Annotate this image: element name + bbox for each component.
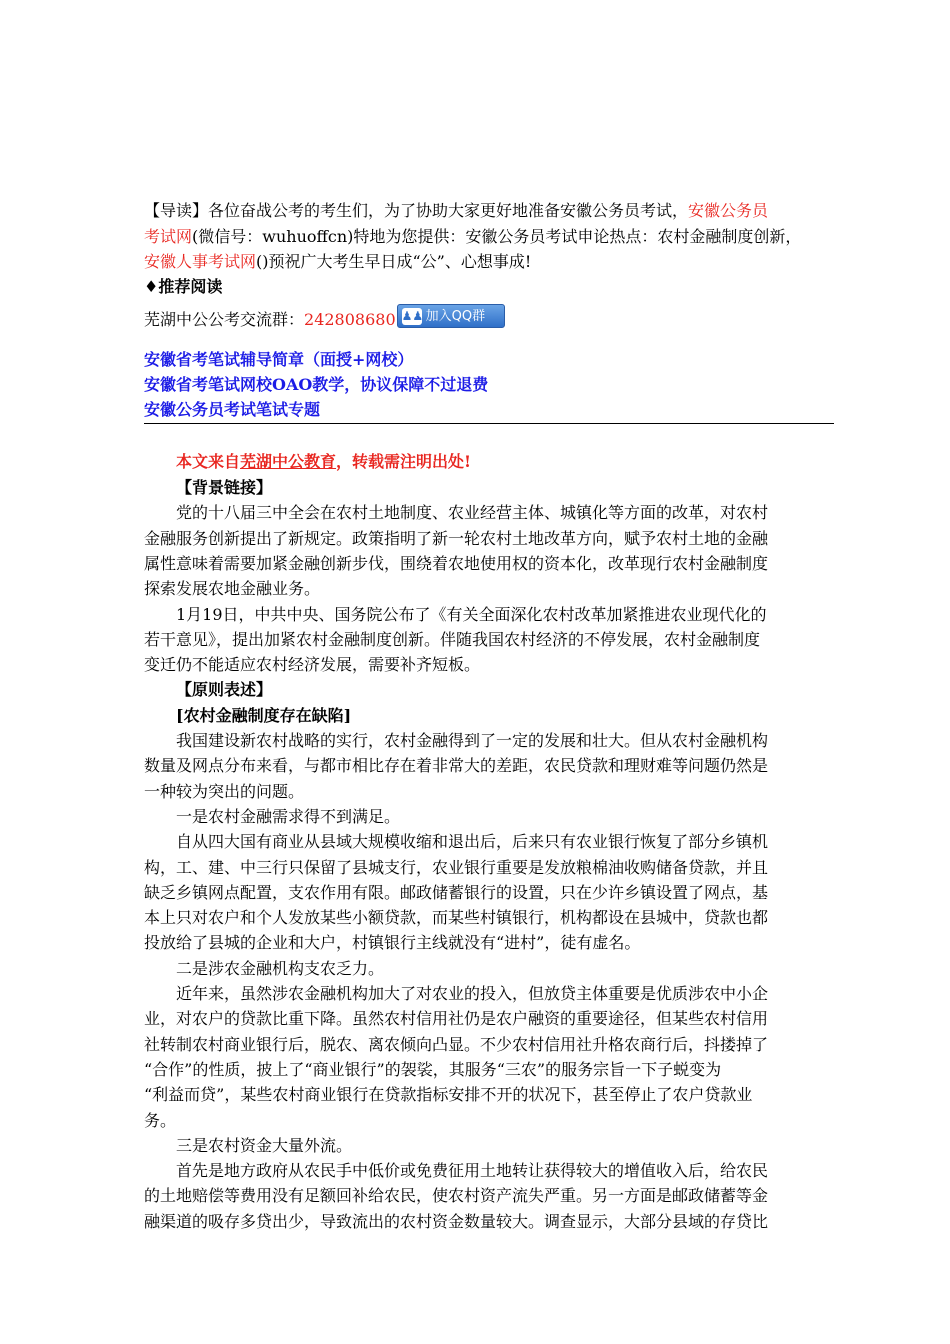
body-line: 数量及网点分布来看，与都市相比存在着非常大的差距，农民贷款和理财难等问题仍然是 [144, 756, 769, 776]
body-line: 二是涉农金融机构支农乏力。 [176, 958, 385, 978]
body-line: 党的十八届三中全会在农村土地制度、农业经营主体、城镇化等方面的改革，对农村 [176, 503, 769, 523]
source-suffix: ，转载需注明出处! [336, 452, 472, 471]
anhui-civil-exam-link-part2[interactable]: 考试网 [144, 227, 193, 246]
intro-line-1 [144, 199, 768, 223]
intro-text: 【导读】各位奋战公考的考生们，为了协助大家更好地准备安徽公务员考试， [144, 201, 689, 220]
body-line: 一种较为突出的问题。 [144, 781, 305, 801]
body-line: 【原则表述】 [176, 680, 273, 700]
body-line: 的土地赔偿等费用没有足额回补给农民，使农村资产流失严重。另一方面是邮政储蓄等金 [144, 1186, 769, 1206]
body-line: 业，对农户的贷款比重下降。虽然农村信用社仍是农户融资的重要途径，但某些农村信用 [144, 1009, 769, 1029]
qq-people-icon: ♟♟ [401, 308, 424, 323]
anhui-personnel-exam-link[interactable]: 安徽人事考试网 [144, 252, 257, 271]
body-line: 【背景链接】 [176, 478, 273, 497]
body-line: 投放给了县城的企业和大户，村镇银行主线就没有“进村”，徒有虚名。 [144, 933, 641, 953]
body-line: “合作”的性质，披上了“商业银行”的袈裟，其服务“三农”的服务宗旨一下子蜕变为 [144, 1059, 722, 1079]
body-line: 1月19日，中共中央、国务院公布了《有关全面深化农村改革加紧推进农业现代化的 [176, 604, 767, 624]
body-line: 三是农村资金大量外流。 [176, 1135, 353, 1155]
body-line: [农村金融制度存在缺陷] [176, 705, 352, 725]
body-line: 本上只对农户和个人发放某些小额贷款，而某些村镇银行，机构都设在县城中，贷款也都 [144, 908, 769, 928]
source-org-link[interactable]: 芜湖中公教育 [240, 452, 337, 471]
body-line: 探索发展农地金融业务。 [144, 579, 321, 599]
body-line: 首先是地方政府从农民手中低价或免费征用土地转让获得较大的增值收入后，给农民 [176, 1161, 769, 1181]
anhui-civil-exam-link-part1[interactable]: 安徽公务员 [688, 201, 769, 220]
intro-line-3 [144, 250, 531, 274]
body-line: 自从四大国有商业从县域大规模收缩和退出后，后来只有农业银行恢复了部分乡镇机 [176, 832, 769, 852]
body-line: 近年来，虽然涉农金融机构加大了对农业的投入，但放贷主体重要是优质涉农中小企 [176, 984, 769, 1003]
intro-line-2 [144, 225, 801, 249]
body-line: 变迁仍不能适应农村经济发展，需要补齐短板。 [144, 655, 481, 675]
body-line: “利益而贷”，某些农村商业银行在贷款指标安排不开的状况下，甚至停止了农户贷款业 [144, 1085, 753, 1105]
body-line: 构，工、建、中三行只保留了县城支行，农业银行重要是发放粮棉油收购储备贷款，并且 [144, 857, 769, 877]
body-line: 属性意味着需要加紧金融创新步伐，围绕着农地使用权的资本化，改革现行农村金融制度 [144, 553, 769, 573]
body-line: 金融服务创新提出了新规定。政策指明了新一轮农村土地改革方向，赋予农村土地的金融 [144, 528, 769, 548]
body-line: 融渠道的吸存多贷出少，导致流出的农村资金数量较大。调查显示，大部分县域的存贷比 [144, 1211, 769, 1231]
source-prefix: 本文来自 [176, 452, 241, 471]
body-line: 务。 [144, 1110, 177, 1130]
qq-group-number: 242808680 [304, 310, 396, 329]
recommend-link-2[interactable]: 安徽省考笔试网校OAO教学，协议保障不过退费 [144, 375, 489, 394]
body-line: 缺乏乡镇网点配置，支农作用有限。邮政储蓄银行的设置，只在少许乡镇设置了网点，基 [144, 882, 769, 902]
divider [144, 423, 834, 424]
recommend-link-1[interactable]: 安徽省考笔试辅导简章（面授+网校） [144, 350, 414, 369]
source-notice [144, 450, 471, 474]
qq-group-line [144, 308, 505, 332]
body-line: 我国建设新农村战略的实行，农村金融得到了一定的发展和壮大。但从农村金融机构 [176, 731, 769, 750]
intro-text: ()预祝广大考生早日成“公”、心想事成! [256, 252, 532, 271]
body-line: 一是农村金融需求得不到满足。 [176, 806, 401, 826]
qq-group-label: 芜湖中公公考交流群： [144, 310, 305, 329]
recommend-heading: ♦推荐阅读 [144, 277, 223, 296]
join-qq-group-label: 加入QQ群 [425, 308, 486, 324]
recommend-link-3[interactable]: 安徽公务员考试笔试专题 [144, 400, 321, 419]
intro-text: (微信号：wuhuoffcn)特地为您提供：安徽公务员考试申论热点：农村金融制度创新， [192, 227, 802, 246]
body-line: 若干意见》，提出加紧农村金融制度创新。伴随我国农村经济的不停发展，农村金融制度 [144, 629, 761, 649]
join-qq-group-button[interactable] [397, 304, 505, 328]
body-line: 社转制农村商业银行后，脱农、离农倾向凸显。不少农村信用社升格农商行后，抖搂掉了 [144, 1034, 769, 1054]
